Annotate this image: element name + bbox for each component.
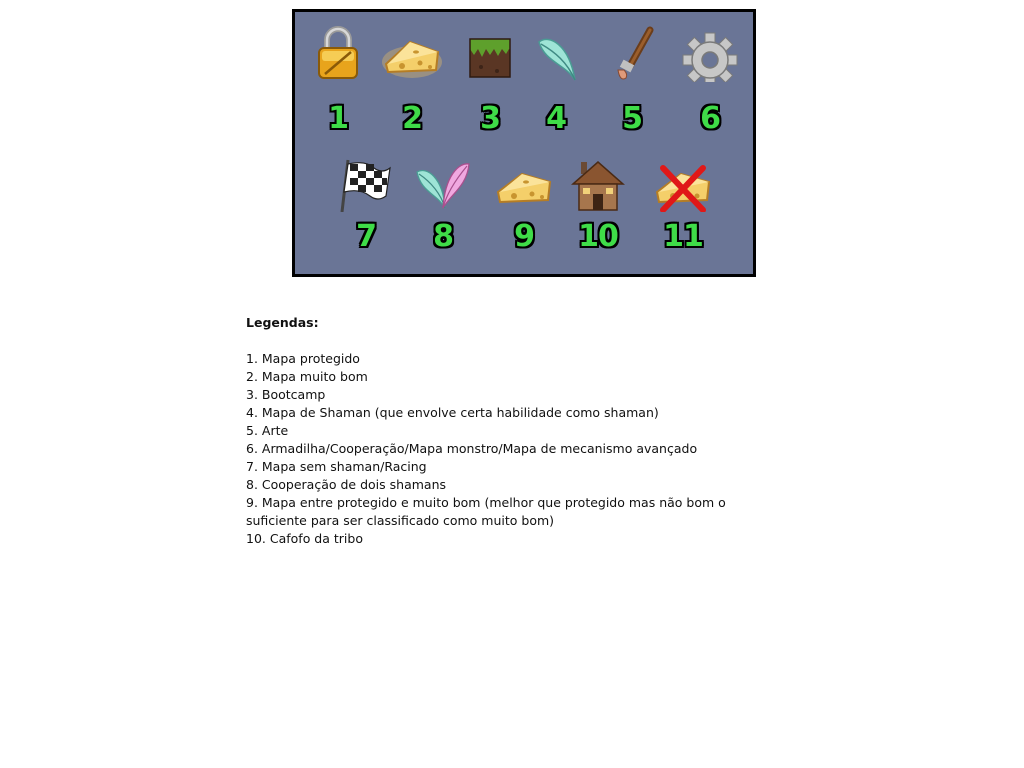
- feather-icon: [531, 22, 581, 82]
- legend-title: Legendas:: [246, 315, 319, 330]
- legend-item-4: 4. Mapa de Shaman (que envolve certa habilidade como shaman): [246, 405, 659, 420]
- paintbrush-icon: [606, 22, 658, 82]
- legend-item-6: 6. Armadilha/Cooperação/Mapa monstro/Mapa de mecanismo avançado: [246, 441, 698, 456]
- legend-number: 9: [514, 219, 534, 254]
- legend-number: 6: [700, 101, 720, 136]
- legend-cell-7: [331, 152, 401, 272]
- legend-item-5: 5. Arte: [246, 423, 289, 438]
- legend-cell-11: [648, 152, 718, 272]
- legend-cell-4: [521, 22, 591, 142]
- legend-item-1: 1. Mapa protegido: [246, 351, 360, 366]
- legend-number: 1: [328, 101, 348, 136]
- legend-item-10: 10. Cafofo da tribo: [246, 531, 363, 546]
- gear-icon: [681, 22, 739, 82]
- cheese-icon: [380, 22, 444, 82]
- cheese-small-icon: [494, 152, 554, 212]
- legend-item-9: 9. Mapa entre protegido e muito bom (melhor que protegido mas não bom o suficiente para ser classificado como muito bom): [246, 495, 726, 528]
- legend-cell-1: [303, 22, 373, 142]
- legend-section: [246, 314, 766, 548]
- legend-cell-9: [489, 152, 559, 272]
- legend-number: 8: [433, 219, 453, 254]
- legend-cell-2: [377, 22, 447, 142]
- legend-number: 7: [356, 219, 376, 254]
- legend-cell-6: [675, 22, 745, 142]
- legend-item-8: 8. Cooperação de dois shamans: [246, 477, 447, 492]
- two-feathers-icon: [413, 152, 473, 212]
- legend-number: 10: [578, 219, 618, 254]
- checkered-flag-icon: [338, 152, 394, 212]
- legend-number: 5: [622, 101, 642, 136]
- lock-icon: [313, 22, 363, 82]
- house-icon: [571, 152, 625, 212]
- crossed-cheese-icon: [653, 152, 713, 212]
- legend-number: 2: [402, 101, 422, 136]
- legend-cell-10: [563, 152, 633, 272]
- legend-number: 3: [480, 101, 500, 136]
- icon-legend-panel: [292, 9, 756, 277]
- grass-block-icon: [467, 22, 513, 82]
- legend-cell-3: [455, 22, 525, 142]
- legend-cell-5: [597, 22, 667, 142]
- legend-cell-8: [408, 152, 478, 272]
- legend-item-2: 2. Mapa muito bom: [246, 369, 368, 384]
- legend-item-3: 3. Bootcamp: [246, 387, 326, 402]
- legend-item-7: 7. Mapa sem shaman/Racing: [246, 459, 427, 474]
- legend-number: 11: [663, 219, 703, 254]
- legend-number: 4: [546, 101, 566, 136]
